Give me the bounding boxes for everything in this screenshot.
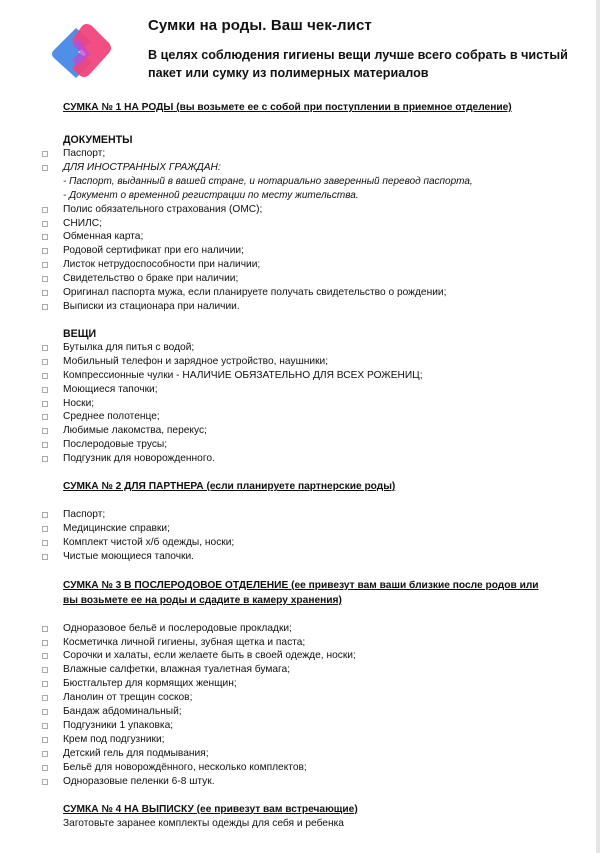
checkbox[interactable] bbox=[42, 276, 48, 282]
checkbox[interactable] bbox=[42, 779, 48, 785]
check-item[interactable]: Бельё для новорождённого, несколько комплектов; bbox=[0, 761, 600, 775]
check-item[interactable]: Носки; bbox=[0, 397, 600, 411]
checkbox[interactable] bbox=[42, 373, 48, 379]
check-item[interactable]: Одноразовое бельё и послеродовые прокладки; bbox=[0, 622, 600, 636]
clinic-logo-icon bbox=[46, 22, 116, 82]
checkbox[interactable] bbox=[42, 414, 48, 420]
foreign-note: - Паспорт, выданный в вашей стране, и нотариально заверенный перевод паспорта, bbox=[63, 175, 473, 187]
checkbox[interactable] bbox=[42, 667, 48, 673]
checkbox[interactable] bbox=[42, 765, 48, 771]
checkbox[interactable] bbox=[42, 540, 48, 546]
checkbox[interactable] bbox=[42, 512, 48, 518]
check-item[interactable]: Подгузник для новорожденного. bbox=[0, 452, 600, 466]
checkbox[interactable] bbox=[42, 695, 48, 701]
check-item[interactable]: ДЛЯ ИНОСТРАННЫХ ГРАЖДАН: bbox=[0, 161, 600, 175]
check-item[interactable]: Бутылка для питья с водой; bbox=[0, 341, 600, 355]
bag4-title: СУМКА № 4 НА ВЫПИСКУ (ее привезут вам встречающие) bbox=[63, 803, 358, 815]
checkbox[interactable] bbox=[42, 723, 48, 729]
page-title: Сумки на роды. Ваш чек-лист bbox=[148, 17, 372, 34]
things-heading: ВЕЩИ bbox=[63, 327, 97, 340]
checkbox[interactable] bbox=[42, 262, 48, 268]
documents-heading: ДОКУМЕНТЫ bbox=[63, 134, 133, 146]
check-item[interactable]: Обменная карта; bbox=[0, 230, 600, 244]
check-item[interactable]: Косметичка личной гигиены, зубная щетка и паста; bbox=[0, 636, 600, 650]
checkbox[interactable] bbox=[42, 456, 48, 462]
check-item[interactable]: Комплект чистой х/б одежды, носки; bbox=[0, 536, 600, 550]
checkbox[interactable] bbox=[42, 526, 48, 532]
check-item[interactable]: Одноразовые пеленки 6-8 штук. bbox=[0, 775, 600, 789]
checkbox[interactable] bbox=[42, 234, 48, 240]
check-item[interactable]: Медицинские справки; bbox=[0, 522, 600, 536]
checkbox[interactable] bbox=[42, 554, 48, 560]
checkbox[interactable] bbox=[42, 165, 48, 171]
page-subtitle: В целях соблюдения гигиены вещи лучше всего собрать в чистый пакет или сумку из полимерных материалов bbox=[148, 48, 568, 80]
checkbox[interactable] bbox=[42, 304, 48, 310]
checkbox[interactable] bbox=[42, 248, 48, 254]
checkbox[interactable] bbox=[42, 737, 48, 743]
checkbox[interactable] bbox=[42, 207, 48, 213]
check-item[interactable]: Паспорт; bbox=[0, 147, 600, 161]
foreign-note: - Документ о временной регистрации по месту жительства. bbox=[63, 189, 359, 201]
checkbox[interactable] bbox=[42, 709, 48, 715]
checkbox[interactable] bbox=[42, 401, 48, 407]
checkbox[interactable] bbox=[42, 428, 48, 434]
check-item[interactable]: Выписки из стационара при наличии. bbox=[0, 300, 600, 314]
check-item[interactable]: Любимые лакомства, перекус; bbox=[0, 424, 600, 438]
checkbox[interactable] bbox=[42, 345, 48, 351]
check-item[interactable]: Мобильный телефон и зарядное устройство, наушники; bbox=[0, 355, 600, 369]
checkbox[interactable] bbox=[42, 653, 48, 659]
check-item[interactable]: Послеродовые трусы; bbox=[0, 438, 600, 452]
check-item[interactable]: Сорочки и халаты, если желаете быть в своей одежде, носки; bbox=[0, 649, 600, 663]
check-item[interactable]: СНИЛС; bbox=[0, 217, 600, 231]
check-item[interactable]: Компрессионные чулки - НАЛИЧИЕ ОБЯЗАТЕЛЬНО ДЛЯ ВСЕХ РОЖЕНИЦ; bbox=[0, 369, 600, 383]
check-item[interactable]: Влажные салфетки, влажная туалетная бумага; bbox=[0, 663, 600, 677]
check-item[interactable]: Полис обязательного страхования (ОМС); bbox=[0, 203, 600, 217]
check-item[interactable]: Чистые моющиеся тапочки. bbox=[0, 550, 600, 564]
check-item[interactable]: Листок нетрудоспособности при наличии; bbox=[0, 258, 600, 272]
check-item[interactable]: Паспорт; bbox=[0, 508, 600, 522]
checkbox[interactable] bbox=[42, 681, 48, 687]
checkbox[interactable] bbox=[42, 640, 48, 646]
checklist-content bbox=[0, 101, 600, 831]
checkbox[interactable] bbox=[42, 751, 48, 757]
check-item[interactable]: Детский гель для подмывания; bbox=[0, 747, 600, 761]
bag1-title: СУМКА № 1 НА РОДЫ (вы возьмете ее с собой при поступлении в приемное отделение) bbox=[63, 102, 512, 113]
check-item[interactable]: Ланолин от трещин сосков; bbox=[0, 691, 600, 705]
check-item[interactable]: Среднее полотенце; bbox=[0, 410, 600, 424]
checkbox[interactable] bbox=[42, 626, 48, 632]
bag4-note: Заготовьте заранее комплекты одежды для себя и ребенка bbox=[63, 817, 344, 829]
check-item[interactable]: Крем под подгузники; bbox=[0, 733, 600, 747]
check-item[interactable]: Родовой сертификат при его наличии; bbox=[0, 244, 600, 258]
check-item[interactable]: Бандаж абдоминальный; bbox=[0, 705, 600, 719]
check-item[interactable]: Оригинал паспорта мужа, если планируете получать свидетельство о рождении; bbox=[0, 286, 600, 300]
checkbox[interactable] bbox=[42, 359, 48, 365]
checkbox[interactable] bbox=[42, 221, 48, 227]
check-item[interactable]: Подгузники 1 упаковка; bbox=[0, 719, 600, 733]
check-item[interactable]: Бюстгальтер для кормящих женщин; bbox=[0, 677, 600, 691]
checkbox[interactable] bbox=[42, 387, 48, 393]
check-item[interactable]: Моющиеся тапочки; bbox=[0, 383, 600, 397]
bag3-title: СУМКА № 3 В ПОСЛЕРОДОВОЕ ОТДЕЛЕНИЕ (ее привезут вам ваши близкие после родов или вы возьмете ее на роды и сдадите в камеру хранения) bbox=[63, 579, 539, 606]
bag2-title: СУМКА № 2 ДЛЯ ПАРТНЕРА (если планируете партнерские роды) bbox=[63, 481, 396, 493]
checkbox[interactable] bbox=[42, 442, 48, 448]
checkbox[interactable] bbox=[42, 151, 48, 157]
checkbox[interactable] bbox=[42, 290, 48, 296]
check-item[interactable]: Свидетельство о браке при наличии; bbox=[0, 272, 600, 286]
